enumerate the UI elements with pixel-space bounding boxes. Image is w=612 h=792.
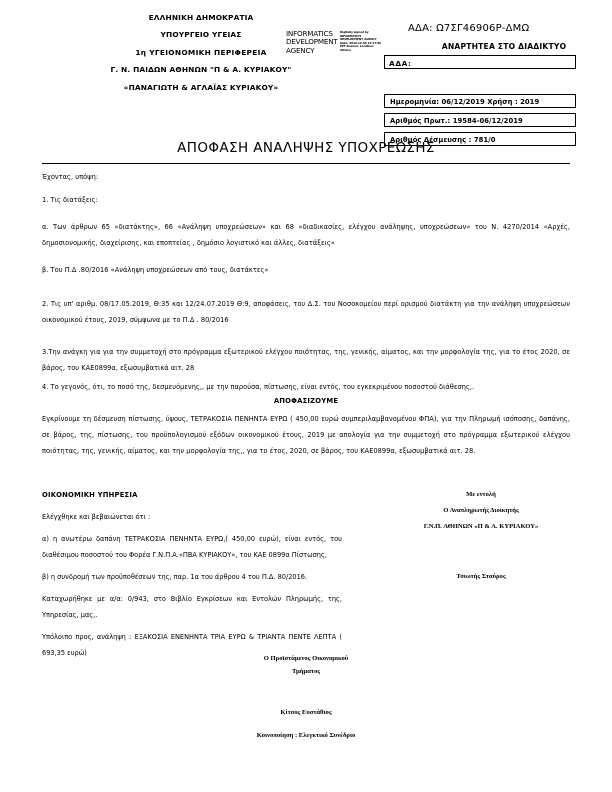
- authority-line-republic: ΕΛΛΗΝΙΚΗ ΔΗΜΟΚΡΑΤΙΑ: [148, 13, 254, 22]
- date-box: [384, 94, 576, 108]
- signature-by-order: Με εντολή: [466, 491, 496, 498]
- body-item-1b: β. Του Π.Δ .80/2016 «Ανάληψη υποχρεώσεων από τους, διατάκτες»: [42, 266, 269, 275]
- bottom-signature-name: Κίτσος Ευστάθιος: [280, 709, 332, 716]
- body-intro: Έχοντας, υπόψη:: [42, 173, 99, 181]
- financial-line-c: Καταχωρήθηκε με α/α: 0/943, στο Βιβλίο Εγκρίσεων και Εντολών Πληρωμής, της, Υπηρεσίας, μας,.: [42, 595, 342, 619]
- signature-name: Τσιωτής Σταύρος: [456, 573, 506, 580]
- decision-heading: ΑΠΟΦΑΣΙΖΟΥΜΕ: [273, 397, 339, 406]
- notification-recipient: Κοινοποίηση : Ελεγκτικό Συνέδριο: [256, 732, 356, 739]
- title-divider: [42, 163, 570, 164]
- signature-block-bottom: [42, 652, 570, 742]
- document-header: [0, 13, 612, 144]
- financial-service-heading: ΟΙΚΟΝΟΜΙΚΗ ΥΠΗΡΕΣΙΑ: [42, 491, 138, 499]
- financial-intro: Ελέγχθηκε και βεβαιώνεται ότι :: [42, 513, 151, 521]
- financial-service-block: [42, 487, 342, 667]
- authority-line-hospital: Γ. Ν. ΠΑΙΔΩΝ ΑΘΗΝΩΝ "Π & Α. ΚΥΡΙΑΚΟΥ": [110, 65, 292, 75]
- authority-line-hospital-full: «ΠΑΝΑΓΙΩΤΗ & ΑΓΛΑΪΑΣ ΚΥΡΙΑΚΟΥ»: [123, 82, 279, 92]
- body-item-1: 1. Τις διατάξεις:: [42, 195, 98, 204]
- bottom-signature-role-line1: Ο Προϊστάμενος Οικονομικού: [263, 655, 349, 662]
- signature-organization: Γ.Ν.Π. ΑΘΗΝΩΝ «Π & Α. ΚΥΡΙΑΚΟΥ»: [423, 523, 539, 530]
- digital-signature-stamp: Digitally signed by INFORMATICS DEVELOPMENT AGENCY Date: 2019.12.06 11:17:56 EET Reason: Location: Athens: [340, 31, 382, 52]
- body-item-1a: α. Των άρθρων 65 «διατάκτης», 66 «Ανάληψη υποχρεώσεων» και 68 «διαδικασίες, ελέγχου ανάληψης, υποχρεώσεων» του Ν. 4270/2014 «Αρχές, δημοσιονομικής, διαχείρισης, και εποπτείας , δημόσιο λογιστικό και άλλες, διατάξεις»: [42, 223, 570, 248]
- bottom-signature-role-line2: Τμήματος: [291, 668, 321, 675]
- protocol-number-text: Αριθμός Πρωτ.: 19584-06/12/2019: [390, 117, 523, 125]
- commitment-number-text: Αριθμός Δέσμευσης : 781/0: [390, 136, 496, 144]
- publication-notice: ΑΝΑΡΤΗΤΕΑ ΣΤΟ ΔΙΑΔΙΚΤΥΟ: [441, 42, 567, 51]
- protocol-number-box: [384, 113, 576, 127]
- authority-line-ministry: ΥΠΟΥΡΓΕΙΟ ΥΓΕΙΑΣ: [160, 30, 242, 40]
- spacer: [42, 282, 570, 296]
- spacer: [42, 336, 570, 344]
- body-item-2: 2. Τις υπ' αριθμ. 08/17.05.2019, Θ:35 και 12/24.07.2019 Θ:9, αποφάσεις, του Δ.Σ. του Νοσοκομείου περί ορισμού διατάκτη για την ανάληψη υποχρεώσεων οικονομικού έτους, 2019, σύμφωνα με το Π.Δ . 80/2016: [42, 299, 570, 324]
- page-title-wrap: [0, 140, 612, 156]
- ada-field-box: [384, 55, 576, 69]
- ada-code: ΑΔΑ: Ω7ΣΓ46906Ρ-ΔΜΩ: [408, 23, 530, 34]
- issuing-authority-block: [96, 14, 306, 101]
- financial-line-a: α) η ανωτέρω δαπάνη ΤΕΤΡΑΚΟΣΙΑ ΠΕΝΗΝΤΑ ΕΥΡΩ,( 450,00 ευρώ), είναι εντός, του διαθέσιμου ποσοστού του Φορέα Γ.Ν.Π.Α.«ΠΒΑ ΚΥΡΙΑΚΟΥ», του ΚΑΕ 0899α Πίστωσης,: [42, 535, 342, 559]
- ada-field-label: ΑΔΑ:: [389, 58, 412, 68]
- document-body: [42, 174, 570, 467]
- date-box-text: Ημερομηνία: 06/12/2019 Χρήση : 2019: [390, 98, 540, 106]
- spacer: [42, 211, 570, 219]
- signature-block-right: [386, 487, 576, 585]
- body-item-4: 4. Το γεγονός, ότι, το ποσό της, δεσμευόμενης,, με την παρούσα, πίστωσης, είναι εντός, του εγκεκριμένου ποσοστού διάθεσης,.: [42, 382, 475, 391]
- spacer: [42, 189, 570, 197]
- page-title: ΑΠΟΦΑΣΗ ΑΝΑΛΗΨΗΣ ΥΠΟΧΡΕΩΣΗΣ: [177, 140, 435, 156]
- body-item-3: 3.Την ανάγκη για για την συμμετοχή στο πρόγραμμα εξωτερικού ελέγχου ποιότητας, της, γενικής, αίματος, και την μορφολογία της, για το έτος 2020, σε βάρος, του ΚΑΕ0899α, εξωσυμβατικά αιτ. 28: [42, 347, 570, 372]
- financial-line-b: β) η συνδρομή των προϋποθέσεων της, παρ. 1α του άρθρου 4 του Π.Δ. 80/2016.: [42, 573, 308, 581]
- decision-paragraph: Εγκρίνουμε τη δέσμευση πίστωσης, ύψους, ΤΕΤΡΑΚΟΣΙΑ ΠΕΝΗΝΤΑ ΕΥΡΩ ( 450,00 ευρώ συμπεριλαμβανομένου ΦΠΑ), για την Πληρωμή ισόποσης, δαπάνης, σε βάρος, της, πίστωσης, του προϋπολογισμού εξόδων οικονομικού έτους, 2019 με απολογία για την συμμετοχή στο πρόγραμμα εξωτερικού ελέγχου ποιότητας, της, γενικής, αίματος, και την μορφολογία της,, για το έτος, 2020, σε βάρος, του ΚΑΕ0899α, εξωσυμβατικά αιτ. 28.: [42, 415, 570, 456]
- financial-remaining-balance: Υπόλοιπο προς, ανάληψη : ΕΞΑΚΟΣΙΑ ΕΝΕΝΗΝΤΑ ΤΡΙΑ ΕΥΡΩ & ΤΡΙΑΝΤΑ ΠΕΝΤΕ ΛΕΠΤΑ ( 693,35 ευρώ): [42, 633, 342, 657]
- informatics-development-agency-label: INFORMATICS DEVELOPMENT AGENCY: [286, 29, 338, 55]
- signature-role: Ο Αναπληρωτής Διοικητής: [443, 507, 519, 514]
- authority-line-region: 1η ΥΓΕΙΟΝΟΜΙΚΗ ΠΕΡΙΦΕΡΕΙΑ: [135, 47, 267, 57]
